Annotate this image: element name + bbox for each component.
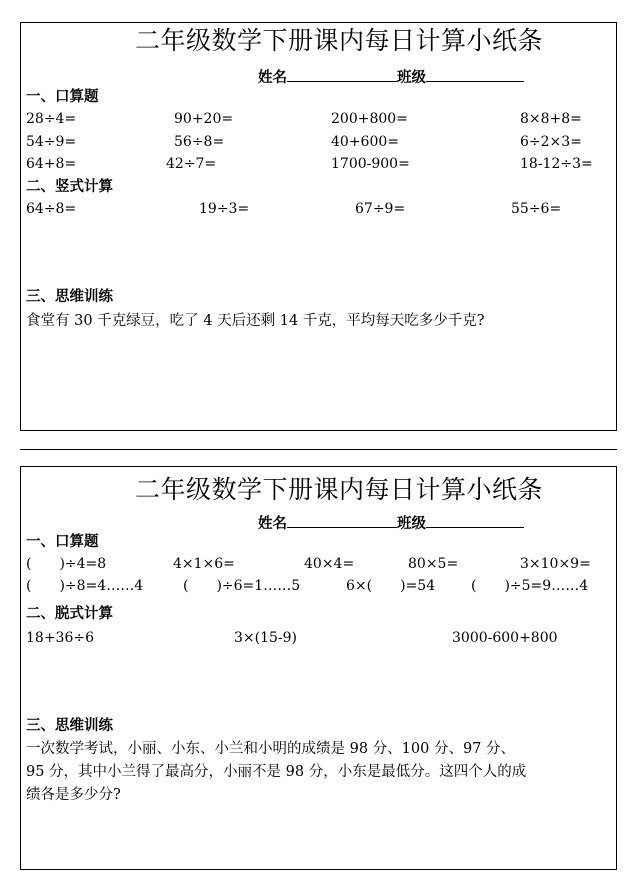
problem: ( )÷8=4……4 [26, 578, 144, 594]
problem: 28÷4= [26, 111, 77, 127]
word-problem-line: 绩各是多少分? [26, 787, 121, 803]
class-blank[interactable] [426, 66, 524, 82]
problem: 40×4= [304, 556, 355, 572]
section-heading-thinking: 三、思维训练 [26, 288, 113, 305]
divider [20, 449, 617, 450]
name-label: 姓名 [258, 515, 287, 532]
problem: 18-12÷3= [520, 156, 593, 172]
problem: 8×8+8= [520, 111, 582, 127]
problem: 6×( )=54 [346, 578, 436, 594]
problem: 3×(15-9) [234, 630, 298, 646]
class-label: 班级 [397, 69, 426, 86]
class-blank[interactable] [426, 512, 524, 528]
name-blank[interactable] [287, 66, 397, 82]
problem: ( )÷4=8 [26, 556, 107, 572]
section-heading-stepwise: 二、脱式计算 [26, 605, 113, 622]
problem: 56÷8= [174, 134, 225, 150]
problem: 90+20= [174, 111, 234, 127]
problem: 67÷9= [355, 201, 406, 217]
problem: 55÷6= [511, 201, 562, 217]
problem: ( )÷5=9……4 [471, 578, 589, 594]
worksheet-title: 二年级数学下册课内每日计算小纸条 [135, 26, 544, 55]
name-class-row [258, 512, 524, 533]
worksheet-card-2 [20, 466, 617, 870]
problem: 1700-900= [331, 156, 410, 172]
problem: 19÷3= [199, 201, 250, 217]
problem: 64÷8= [26, 201, 77, 217]
section-heading-vertical: 二、竖式计算 [26, 178, 113, 195]
worksheet-card-1 [20, 22, 617, 431]
section-heading-oral: 一、口算题 [26, 533, 99, 550]
class-label: 班级 [397, 515, 426, 532]
problem: 18+36÷6 [26, 630, 94, 646]
word-problem-line: 一次数学考试，小丽、小东、小兰和小明的成绩是 98 分、100 分、97 分、 [26, 741, 516, 757]
problem: 54÷9= [26, 134, 77, 150]
problem: 80×5= [408, 556, 459, 572]
problem: 40+600= [331, 134, 399, 150]
word-problem-line: 食堂有 30 千克绿豆，吃了 4 天后还剩 14 千克，平均每天吃多少千克? [26, 313, 485, 329]
name-class-row [258, 66, 524, 87]
word-problem-line: 95 分，其中小兰得了最高分，小丽不是 98 分，小东是最低分。这四个人的成 [26, 764, 527, 780]
problem: 4×1×6= [173, 556, 235, 572]
problem: 3×10×9= [520, 556, 591, 572]
problem: 200+800= [331, 111, 408, 127]
section-heading-oral: 一、口算题 [26, 88, 99, 105]
problem: ( )÷6=1……5 [183, 578, 301, 594]
problem: 6÷2×3= [520, 134, 582, 150]
name-label: 姓名 [258, 69, 287, 86]
worksheet-title: 二年级数学下册课内每日计算小纸条 [135, 475, 544, 504]
problem: 3000-600+800 [452, 630, 558, 646]
problem: 64+8= [26, 156, 77, 172]
name-blank[interactable] [287, 512, 397, 528]
section-heading-thinking: 三、思维训练 [26, 717, 113, 734]
problem: 42÷7= [166, 156, 217, 172]
